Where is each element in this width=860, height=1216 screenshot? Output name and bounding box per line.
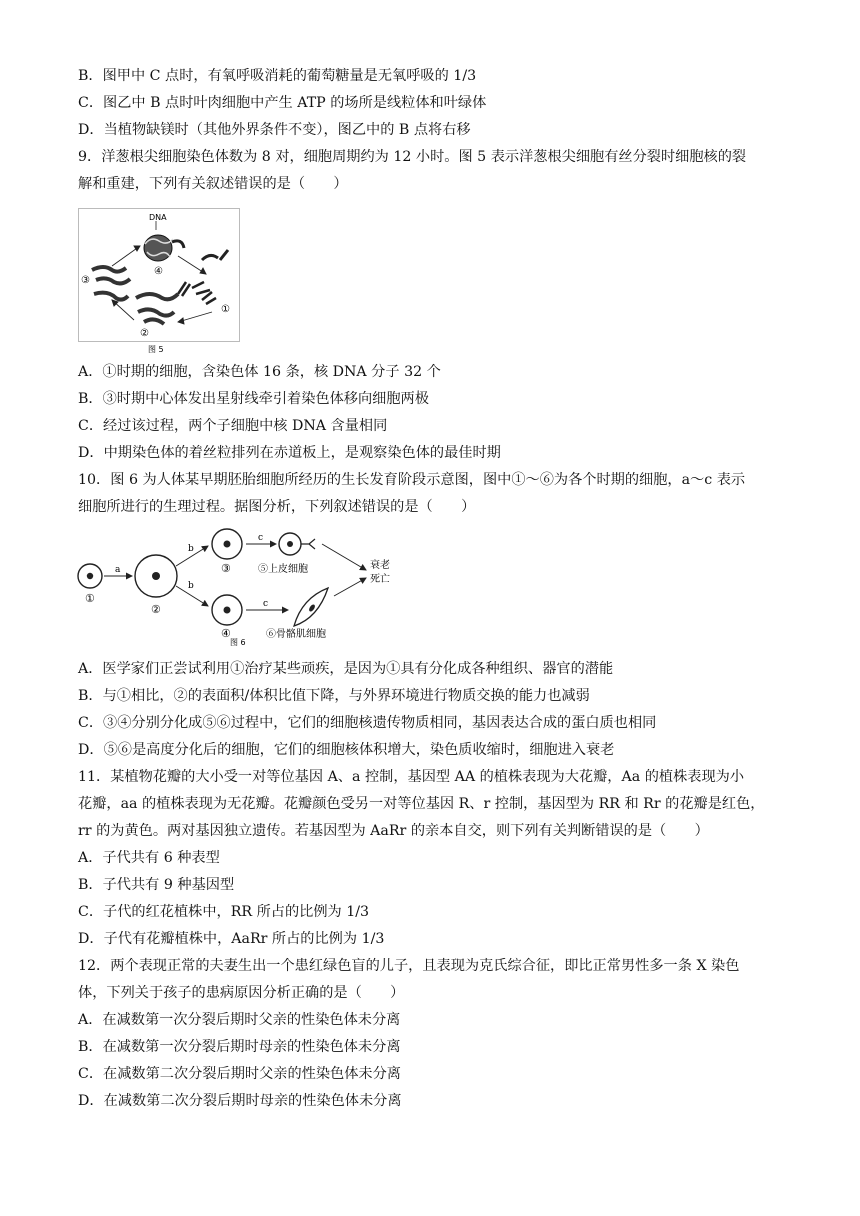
cell-2-label: ② [151,603,161,616]
nucleus-stage-4 [144,235,184,261]
chromosomes-stage-1 [178,250,228,304]
q8-option-c: C．图乙中 B 点时叶肉细胞中产生 ATP 的场所是线粒体和叶绿体 [78,95,487,111]
cell-4 [212,595,242,625]
q9-stem-line-2: 解和重建，下列有关叙述错误的是（ ） [78,176,348,192]
cell-2 [135,555,177,597]
q8-option-d: D．当植物缺镁时（其他外界条件不变），图乙中的 B 点将右移 [78,122,471,138]
q10-option-a: A．医学家们正尝试利用①治疗某些顽疾，是因为①具有分化成各种组织、器官的潜能 [78,661,614,677]
figure-5-label-3: ③ [81,275,90,286]
cell-6-label: ⑥骨骼肌细胞 [266,629,326,640]
q9-option-a: A．①时期的细胞，含染色体 16 条，核 DNA 分子 32 个 [78,364,441,380]
outcome-death: 死亡 [370,574,390,585]
cell-1 [78,564,102,588]
cell-5-label: ⑤上皮细胞 [258,564,308,575]
figure-5-caption: 图 5 [148,345,164,353]
q11-option-b: B．子代共有 9 种基因型 [78,877,235,893]
chromosomes-stage-3 [92,267,130,300]
arrow-b-bottom-label: b [188,581,194,591]
q12-stem-line-2: 体，下列关于孩子的患病原因分析正确的是（ ） [78,985,405,1001]
cell-3 [212,529,242,559]
q11-option-c: C．子代的红花植株中，RR 所占的比例为 1/3 [78,904,370,920]
q12-option-b: B．在减数第一次分裂后期时母亲的性染色体未分离 [78,1039,401,1055]
figure-5-label-1: ① [221,304,230,315]
arrow-c-bottom-label: c [263,599,269,609]
q10-option-d: D．⑤⑥是高度分化后的细胞，它们的细胞核体积增大，染色质收缩时，细胞进入衰老 [78,742,615,758]
q9-option-b: B．③时期中心体发出星射线牵引着染色体移向细胞两极 [78,391,429,407]
q11-option-d: D．子代有花瓣植株中，AaRr 所占的比例为 1/3 [78,931,385,947]
figure-5 [78,208,240,353]
q12-option-c: C．在减数第二次分裂后期时父亲的性染色体未分离 [78,1066,401,1082]
figure-6 [76,526,396,648]
q9-stem-line-1: 9．洋葱根尖细胞染色体数为 8 对，细胞周期约为 12 小时。图 5 表示洋葱根尖细胞有丝分裂时细胞核的裂 [78,149,747,165]
arrow-c-top-label: c [258,533,264,543]
q10-stem-line-2: 细胞所进行的生理过程。据图分析，下列叙述错误的是（ ） [78,499,476,515]
q9-option-d: D．中期染色体的着丝粒排列在赤道板上，是观察染色体的最佳时期 [78,445,501,461]
figure-5-label-4: ④ [154,266,163,277]
arrow-a-label: a [115,565,121,575]
outcome-aging: 衰老 [370,560,390,571]
cell-4-label: ④ [221,627,231,640]
figure-5-dna-label: DNA [149,213,167,222]
figure-6-caption: 图 6 [230,638,246,647]
q10-option-b: B．与①相比，②的表面积/体积比值下降，与外界环境进行物质交换的能力也减弱 [78,688,590,704]
q12-option-d: D．在减数第二次分裂后期时母亲的性染色体未分离 [78,1093,402,1109]
cell-3-label: ③ [221,562,231,575]
chromosomes-stage-2 [136,294,178,324]
q10-stem-line-1: 10．图 6 为人体某早期胚胎细胞所经历的生长发育阶段示意图，图中①～⑥为各个时期的细胞，a～c 表示 [78,472,746,488]
q12-option-a: A．在减数第一次分裂后期时父亲的性染色体未分离 [78,1012,401,1028]
q10-option-c: C．③④分别分化成⑤⑥过程中，它们的细胞核遗传物质相同，基因表达合成的蛋白质也相同 [78,715,657,731]
q11-stem-line-3: rr 的为黄色。两对基因独立遗传。若基因型为 AaRr 的亲本自交，则下列有关判断错误的是（ ） [78,823,709,839]
q11-option-a: A．子代共有 6 种表型 [78,850,220,866]
cell-6-muscle [294,588,328,626]
q8-option-b: B．图甲中 C 点时，有氧呼吸消耗的葡萄糖量是无氧呼吸的 1/3 [78,68,477,84]
q9-option-c: C．经过该过程，两个子细胞中核 DNA 含量相同 [78,418,388,434]
cell-1-label: ① [85,592,95,605]
cell-5-epithelial [279,533,315,555]
q11-stem-line-2: 花瓣，aa 的植株表现为无花瓣。花瓣颜色受另一对等位基因 R、r 控制，基因型为 RR 和 Rr 的花瓣是红色， [78,796,765,812]
q11-stem-line-1: 11．某植物花瓣的大小受一对等位基因 A、a 控制，基因型 AA 的植株表现为大花瓣，Aa 的植株表现为小 [78,769,745,785]
arrow-b-top-label: b [188,544,194,554]
q12-stem-line-1: 12．两个表现正常的夫妻生出一个患红绿色盲的儿子，且表现为克氏综合征，即比正常男性多一条 X 染色 [78,958,740,974]
figure-5-label-2: ② [140,328,149,339]
